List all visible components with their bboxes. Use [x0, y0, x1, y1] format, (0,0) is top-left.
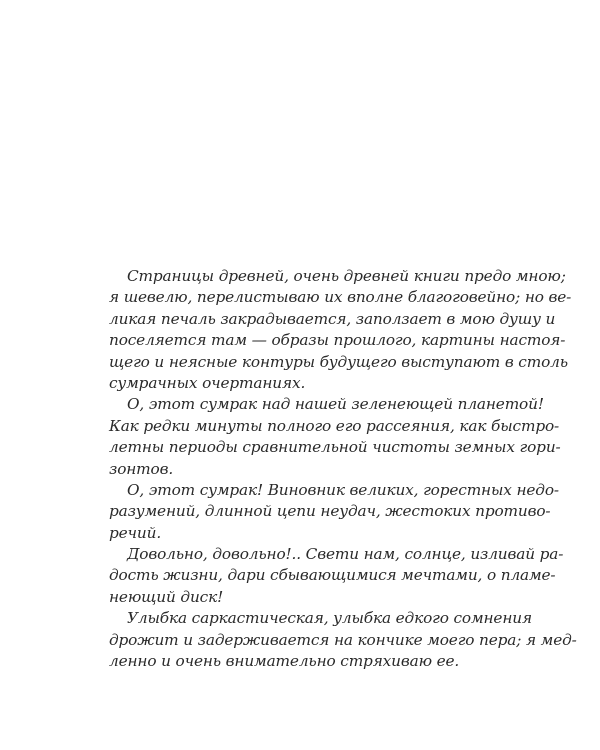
paragraph-4-line-2: дость жизни, дари сбывающимися мечтами, о пламе- — [109, 566, 556, 585]
paragraph-3-line-1: О, этот сумрак! Виновник великих, горестных недо- — [127, 480, 559, 499]
paragraph-1-line-4: поселяется там — образы прошлого, картины настоя- — [109, 331, 566, 350]
paragraph-2-line-2: Как редки минуты полного его рассеяния, как быстро- — [109, 416, 560, 435]
paragraph-1-line-5: щего и неясные контуры будущего выступают в столь — [109, 352, 568, 371]
paragraph-4-line-1: Довольно, довольно!.. Свети нам, солнце, изливай ра- — [127, 545, 564, 564]
paragraph-2-line-4: зонтов. — [109, 459, 174, 478]
paragraph-5-line-1: Улыбка саркастическая, улыбка едкого сомнения — [127, 609, 532, 628]
paragraph-1-line-2: я шевелю, перелистываю их вполне благоговейно; но ве- — [109, 288, 572, 307]
paragraph-4-line-3: неющий диск! — [109, 587, 224, 606]
paragraph-1-line-3: ликая печаль закрадывается, заползает в мою душу и — [109, 309, 556, 328]
paragraph-5-line-3: ленно и очень внимательно стряхиваю ее. — [109, 652, 460, 671]
paragraph-5-line-2: дрожит и задерживается на кончике моего пера; я мед- — [109, 630, 577, 649]
page-text — [109, 266, 577, 672]
paragraph-1-line-6: сумрачных очертаниях. — [109, 373, 306, 392]
paragraph-2-line-1: О, этот сумрак над нашей зеленеющей планетой! — [127, 395, 544, 414]
paragraph-3-line-2: разумений, длинной цепи неудач, жестоких противо- — [109, 502, 551, 521]
paragraph-2-line-3: летны периоды сравнительной чистоты земных гори- — [109, 438, 561, 457]
paragraph-3-line-3: речий. — [109, 523, 162, 542]
paragraph-1-line-1: Страницы древней, очень древней книги предо мною; — [127, 267, 566, 285]
